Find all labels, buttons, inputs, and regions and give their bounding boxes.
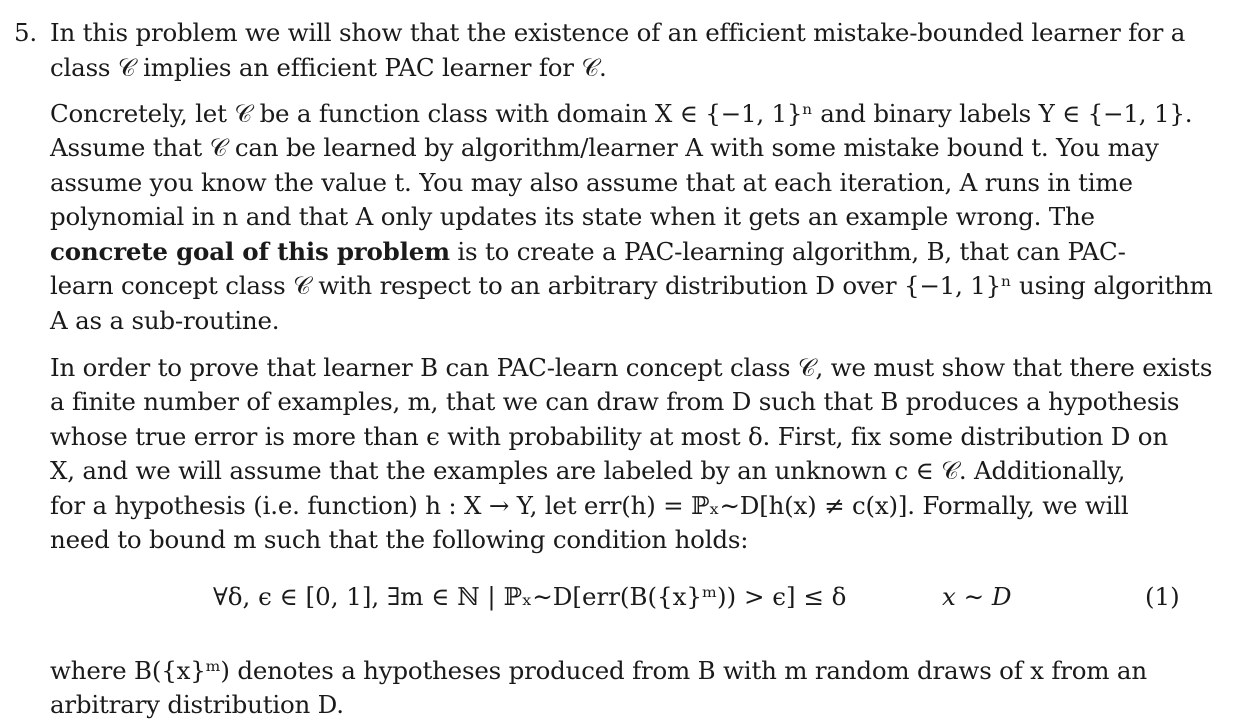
para1-line-4: polynomial in n and that A only updates its state when it gets an example wrong. The — [50, 202, 1095, 231]
para1-line-2: Assume that 𝒞 can be learned by algorithm/learner A with some mistake bound t. You may — [50, 133, 1159, 162]
para2-line-1: In order to prove that learner B can PAC-learn concept class 𝒞, we must show that there exists — [50, 353, 1213, 382]
para1-line-5-rest: is to create a PAC-learning algorithm, B, that can PAC- — [449, 237, 1126, 266]
para3-line-1: where B({x}ᵐ) denotes a hypotheses produced from B with m random draws of x from an — [50, 656, 1147, 685]
para1-line-5 — [50, 237, 1126, 266]
para2-line-2: a finite number of examples, m, that we can draw from D such that B produces a hypothesis — [50, 387, 1180, 416]
problem-number: 5. — [14, 18, 37, 47]
para1-line-3: assume you know the value t. You may also assume that at each iteration, A runs in time — [50, 168, 1133, 197]
concrete-goal-bold: concrete goal of this problem — [50, 237, 450, 266]
intro-line-1: In this problem we will show that the existence of an efficient mistake-bounded learner for a — [50, 18, 1186, 47]
para2-line-6: need to bound m such that the following condition holds: — [50, 525, 749, 554]
para2-line-4: X, and we will assume that the examples are labeled by an unknown c ∈ 𝒞. Additionally, — [50, 456, 1126, 485]
para2-line-3: whose true error is more than ϵ with probability at most δ. First, fix some distribution D on — [50, 422, 1168, 451]
equation-condition: x ∼ D — [942, 582, 1012, 611]
intro-line-2: class 𝒞 implies an efficient PAC learner for 𝒞. — [50, 53, 607, 82]
para2-line-5: for a hypothesis (i.e. function) h : X → Y, let err(h) = ℙₓ∼D[h(x) ≠ c(x)]. Formally, we will — [50, 491, 1129, 520]
para1-line-6: learn concept class 𝒞 with respect to an arbitrary distribution D over {−1, 1}ⁿ using algorithm — [50, 271, 1213, 300]
para3-line-2: arbitrary distribution D. — [50, 690, 344, 719]
equation-number: (1) — [1145, 582, 1180, 611]
equation-main: ∀δ, ϵ ∈ [0, 1], ∃m ∈ ℕ | ℙₓ∼D[err(B({x}ᵐ)) > ϵ] ≤ δ — [213, 582, 847, 611]
para1-line-1: Concretely, let 𝒞 be a function class with domain X ∈ {−1, 1}ⁿ and binary labels Y ∈ {−1, 1}. — [50, 99, 1193, 128]
para1-line-7: A as a sub-routine. — [50, 306, 280, 335]
